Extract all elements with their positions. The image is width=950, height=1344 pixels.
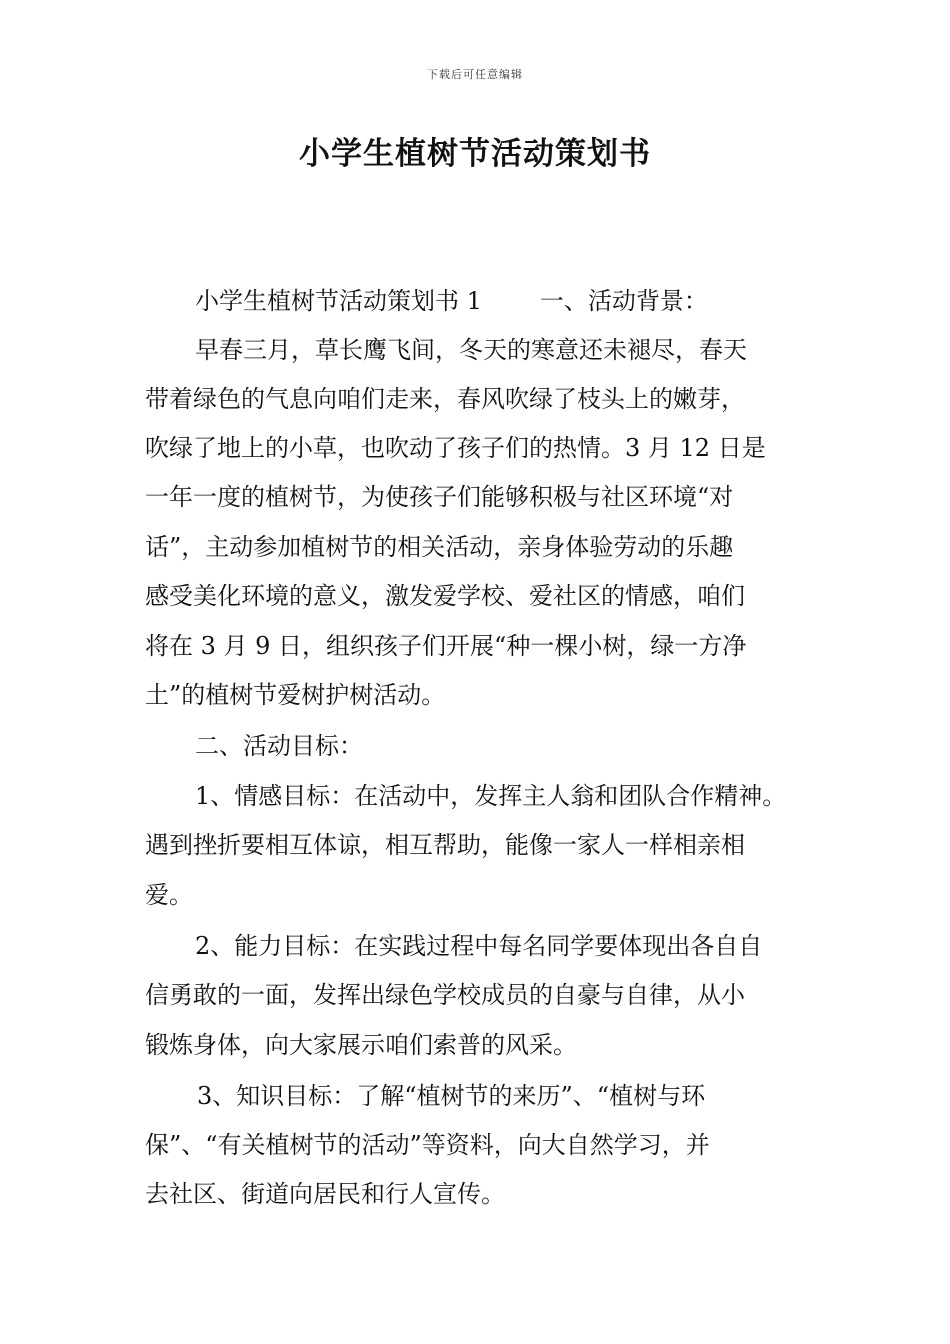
body-line-8: 将在 3 月 9 日，组织孩子们开展“种一棵小树，绿一方净 — [145, 632, 747, 660]
body-line-6: 话”，主动参加植树节的相关活动，亲身体验劳动的乐趣 — [145, 533, 734, 561]
body-line-18: 去社区、街道向居民和行人宣传。 — [145, 1180, 505, 1208]
body-line-10: 1、情感目标：在活动中，发挥主人翁和团队合作精神。 — [195, 782, 787, 810]
body-line-15: 锻炼身体，向大家展示咱们索普的风采。 — [145, 1031, 577, 1059]
body-line-16: 3、知识目标：了解“植树节的来历”、“植树与环 — [197, 1082, 706, 1110]
body-line-11: 遇到挫折要相互体谅，相互帮助，能像一家人一样相亲相 — [145, 831, 745, 859]
document-title: 小学生植树节活动策划书 — [299, 136, 651, 172]
section-heading-goals: 二、活动目标： — [195, 732, 363, 760]
body-line-3: 带着绿色的气息向咱们走来，春风吹绿了枝头上的嫩芽， — [145, 385, 745, 413]
header-note: 下载后可任意编辑 — [427, 68, 523, 81]
body-line-5: 一年一度的植树节，为使孩子们能够积极与社区环境“对 — [145, 483, 734, 511]
body-line-1 — [195, 285, 895, 317]
body-line-13: 2、能力目标：在实践过程中每名同学要体现出各自自 — [195, 932, 763, 960]
body-line-9: 土”的植树节爱树护树活动。 — [145, 681, 446, 709]
body-line-12: 爱。 — [145, 881, 193, 909]
body-line-2: 早春三月，草长鹰飞间，冬天的寒意还未褪尽，春天 — [195, 336, 747, 364]
body-line-17: 保”、“有关植树节的活动”等资料，向大自然学习，并 — [145, 1131, 710, 1159]
body-line-4: 吹绿了地上的小草，也吹动了孩子们的热情。3 月 12 日是 — [145, 434, 766, 462]
section-heading-background: 一、活动背景： — [539, 287, 708, 315]
section-heading-inline: 小学生植树节活动策划书 1 — [195, 287, 482, 315]
body-line-14: 信勇敢的一面，发挥出绿色学校成员的自豪与自律，从小 — [145, 981, 745, 1009]
body-line-7: 感受美化环境的意义，激发爱学校、爱社区的情感，咱们 — [145, 582, 745, 610]
